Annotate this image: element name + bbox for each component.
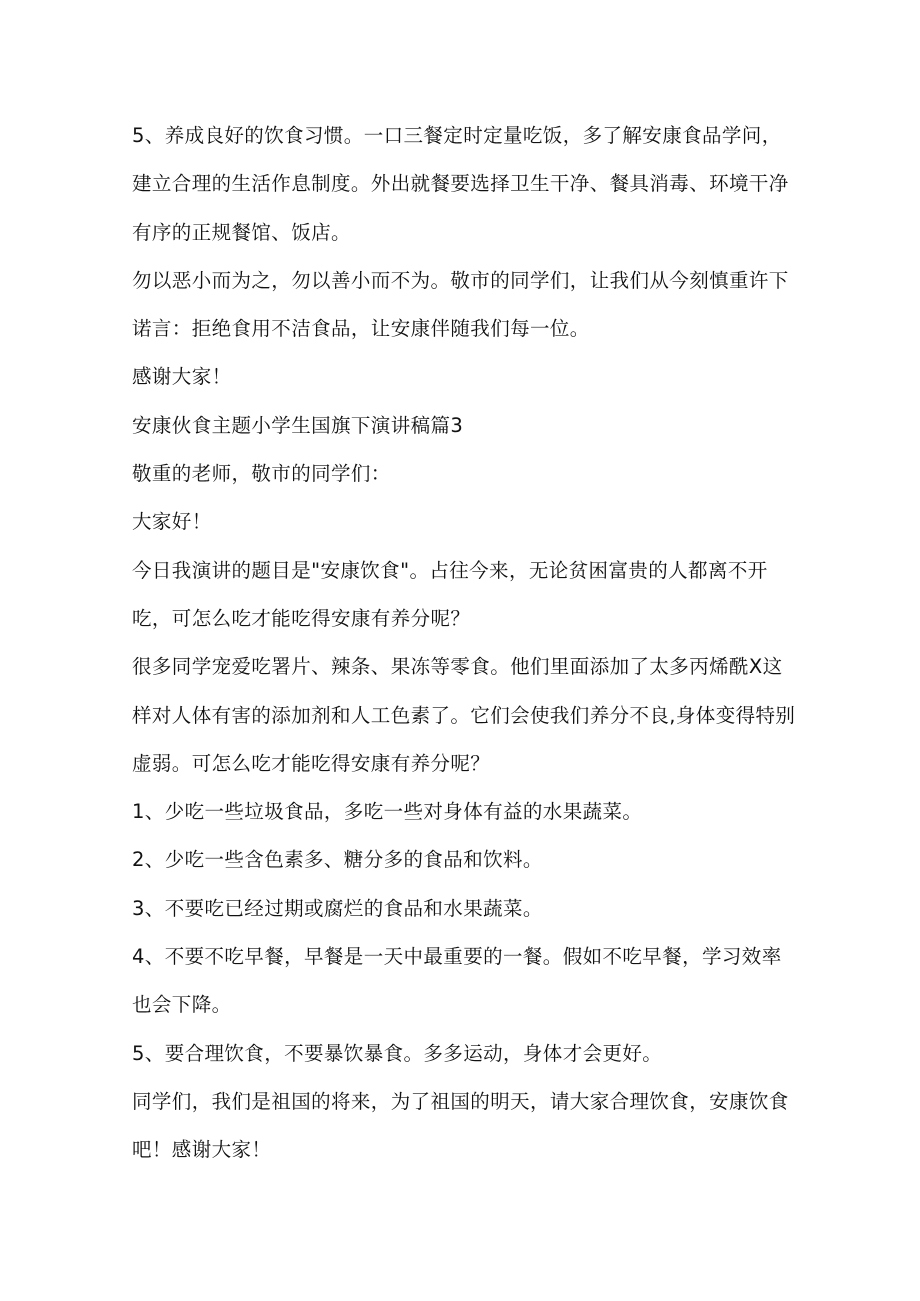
paragraph-salutation: 敬重的老师，敬市的同学们： [132, 462, 391, 486]
document-body [132, 112, 797, 1175]
paragraph-topic: 今日我演讲的题目是"安康饮食"。占往今来，无论贫困富贵的人都离不开吃，可怎么吃才能吃得安康有养分呢？ [132, 558, 768, 630]
paragraph-thanks: 感谢大家！ [132, 365, 232, 389]
section-title: 安康伙食主题小学生国旗下演讲稿篇3 [132, 413, 464, 437]
paragraph-snacks: 很多同学宠爱吃署片、辣条、果冻等零食。他们里面添加了太多丙烯酰X这样对人体有害的添加剂和人工色素了。它们会使我们养分不良,身体变得特别虚弱。可怎么吃才能吃得安康有养分呢？ [132, 655, 796, 775]
list-item-2: 2、少吃一些含色素多、糖分多的食品和饮料。 [132, 848, 543, 872]
paragraph-closing: 同学们，我们是祖国的将来，为了祖国的明天，请大家合理饮食，安康饮食吧！感谢大家！ [132, 1089, 789, 1162]
paragraph-habits: 5、养成良好的饮食习惯。一口三餐定时定量吃饭，多了解安康食品学问，建立合理的生活作息制度。外出就餐要选择卫生干净、餐具消毒、环境干净有序的正规餐馆、饭店。 [132, 124, 789, 244]
list-item-4: 4、不要不吃早餐，早餐是一天中最重要的一餐。假如不吃早餐，学习效率也会下降。 [132, 945, 782, 1017]
paragraph-promise: 勿以恶小而为之，勿以善小而不为。敬市的同学们，让我们从今刻慎重许下诺言：拒绝食用不洁食品，让安康伴随我们每一位。 [132, 268, 789, 341]
list-item-3: 3、不要吃已经过期或腐烂的食品和水果蔬菜。 [132, 896, 543, 920]
list-item-5: 5、要合理饮食，不要暴饮暴食。多多运动，身体才会更好。 [132, 1041, 663, 1065]
list-item-1: 1、少吃一些垃圾食品，多吃一些对身体有益的水果蔬菜。 [132, 800, 643, 824]
paragraph-greeting: 大家好！ [132, 510, 212, 534]
